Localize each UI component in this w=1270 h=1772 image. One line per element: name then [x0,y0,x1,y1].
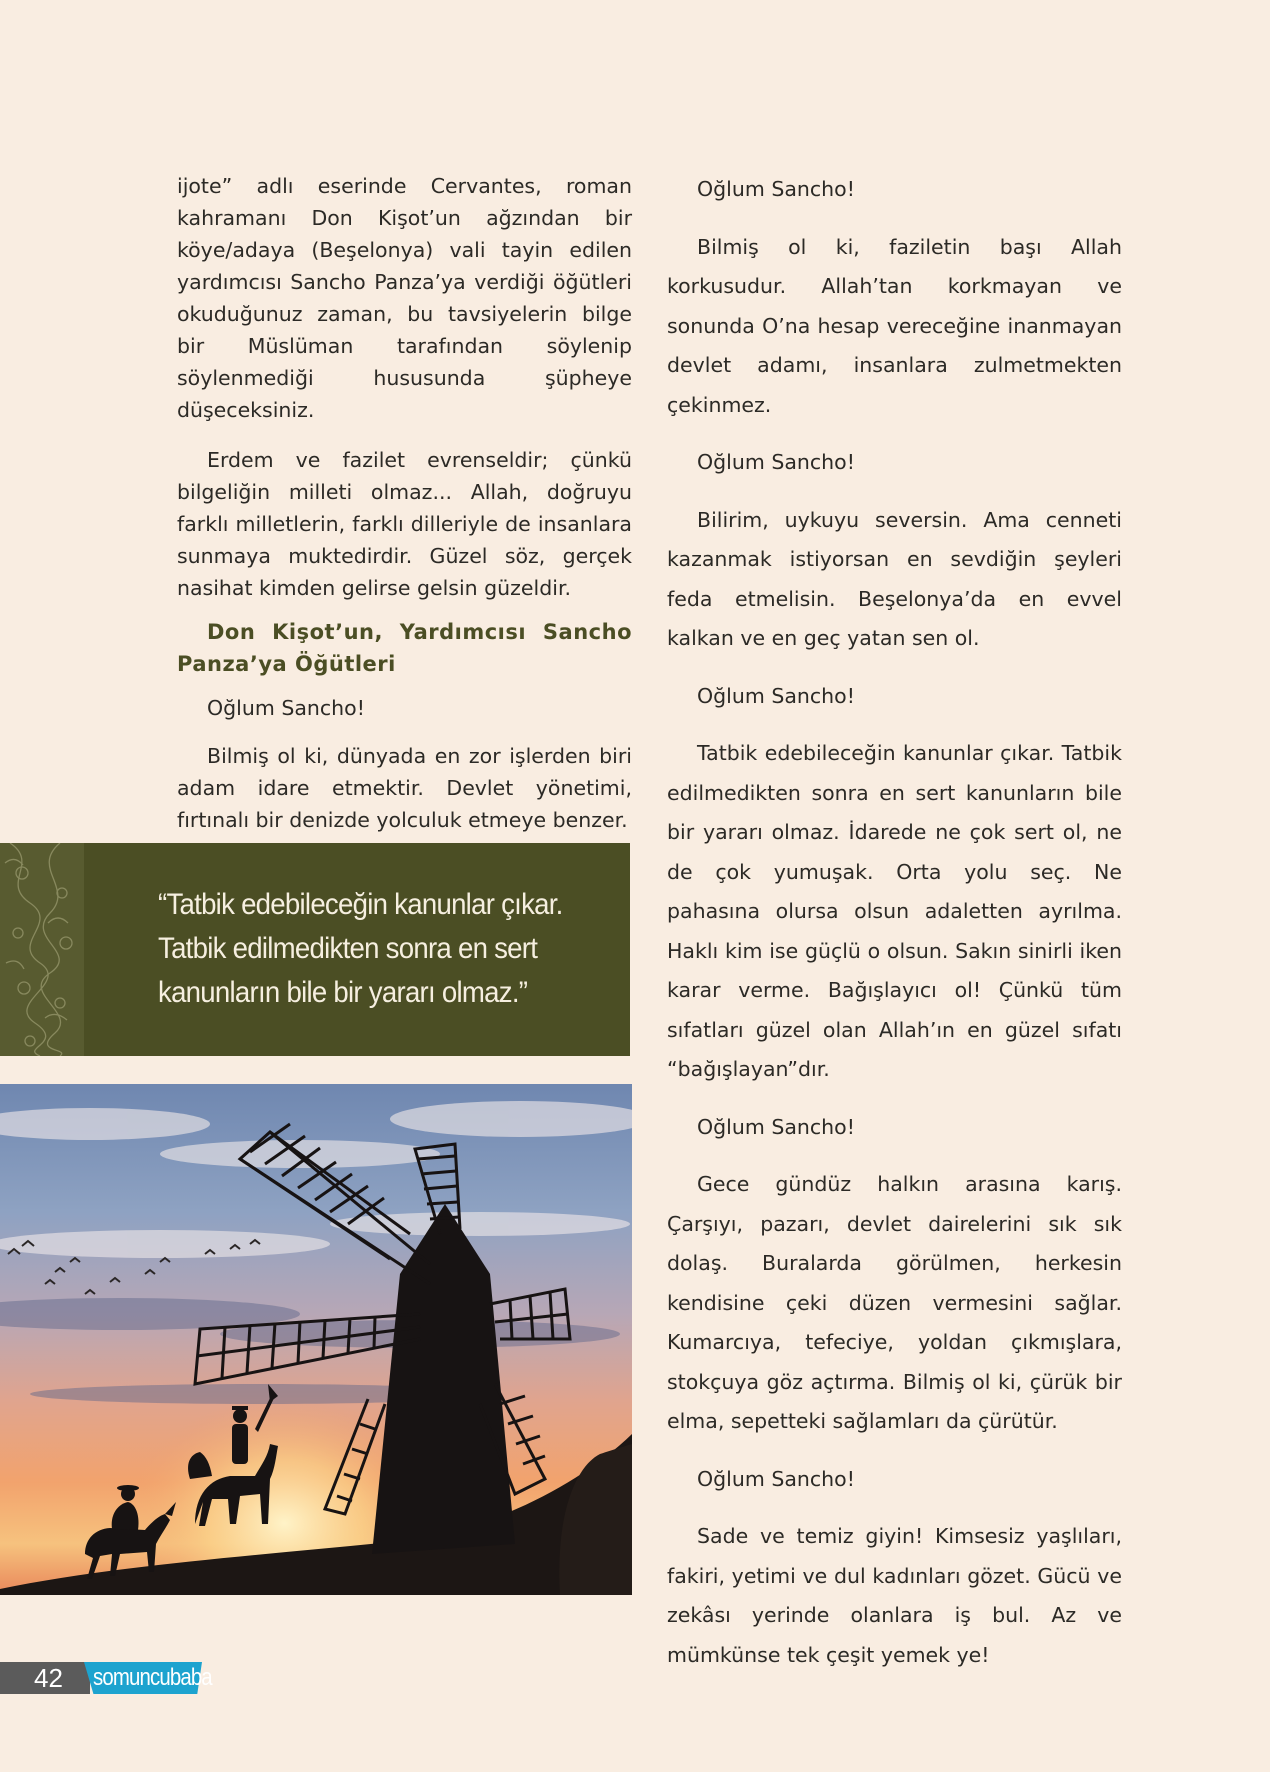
right-column [667,170,1122,1693]
page-footer [0,1662,210,1694]
address-line: Oğlum Sancho! [697,1466,855,1491]
address-line: Oğlum Sancho! [697,1114,855,1139]
advice-paragraph: Bilmiş ol ki, faziletin başı Allah korkusudur. Allah’tan korkmayan ve sonunda O’na hesap vereceğine inanmayan devlet adamı, insanlara zulmetmekten çekinmez. [667,234,1122,417]
address-line: Oğlum Sancho! [697,177,855,201]
page-number: 42 [34,1663,63,1693]
address-line: Oğlum Sancho! [207,696,365,720]
address-line: Oğlum Sancho! [697,450,855,474]
pull-quote-box [0,843,630,1056]
section-heading: Don Kişot’un, Yardımcısı Sancho Panza’ya Öğütleri [177,620,632,676]
windmill-sunset-illustration [0,1084,632,1595]
floral-ornament-icon [0,843,84,1056]
address-line: Oğlum Sancho! [697,683,855,708]
left-column [177,170,632,836]
virtue-paragraph: Erdem ve fazilet evrenseldir; çünkü bilgeliğin milleti olmaz... Allah, doğruyu farklı milletlerin, farklı dilleriyle de insanlara sunmaya muktedirdir. Güzel söz, gerçek nasihat kimden gelirse gelsin güzeldir. [177,448,632,600]
advice-paragraph: Bilirim, uykuyu seversin. Ama cenneti kazanmak istiyorsan en sevdiğin şeyleri feda etmelisin. Beşelonya’da en evvel kalkan ve en geç yatan sen ol. [667,507,1122,650]
advice-paragraph: Bilmiş ol ki, dünyada en zor işlerden biri adam idare etmektir. Devlet yönetimi, fırtınalı bir denizde yolculuk etmeye benzer. [177,744,632,832]
advice-paragraph: Tatbik edebileceğin kanunlar çıkar. Tatbik edilmedikten sonra en sert kanunların bile bir yararı olmaz. İdarede ne çok sert ol, ne de çok yumuşak. Orta yolu seç. Ne pahasına olursa olsun adaletten ayrılma. Haklı kim ise güçlü o olsun. Sakın sinirli iken karar verme. Bağışlayıcı ol! Çünkü tüm sıfatları güzel olan Allah’ın en güzel sıfatı “bağışlayan”dır. [667,741,1122,1081]
advice-paragraph: Gece gündüz halkın arasına karış. Çarşıyı, pazarı, devlet dairelerini sık sık dolaş. Buralarda görülmen, herkesin kendisine çeki düzen vermesini sağlar. Kumarcıya, tefeciye, yoldan çıkmışlara, stokçuya göz açtırma. Bilmiş ol ki, çürük bir elma, sepetteki sağlamları da çürütür. [667,1172,1122,1433]
quote-text: “Tatbik edebileceğin kanunlar çıkar. Tatbik edilmedikten sonra en sert kanunların bile bir yararı olmaz.” [158,888,563,1009]
advice-paragraph: Sade ve temiz giyin! Kimsesiz yaşlıları, fakiri, yetimi ve dul kadınları gözet. Gücü ve zekâsı yerinde olanlara iş bul. Az ve mümkünse tek çeşit yemek ye! [667,1524,1122,1667]
intro-paragraph: ijote” adlı eserinde Cervantes, roman kahramanı Don Kişot’un ağzından bir köye/adaya (Beşelonya) vali tayin edilen yardımcısı Sancho Panza’ya verdiği öğütleri okuduğunuz zaman, bu tavsiyelerin bilge bir Müslüman tarafından söylenip söylenmediği hususunda şüpheye düşeceksiniz. [177,174,632,422]
brand-logo: somuncubaba [93,1664,212,1691]
